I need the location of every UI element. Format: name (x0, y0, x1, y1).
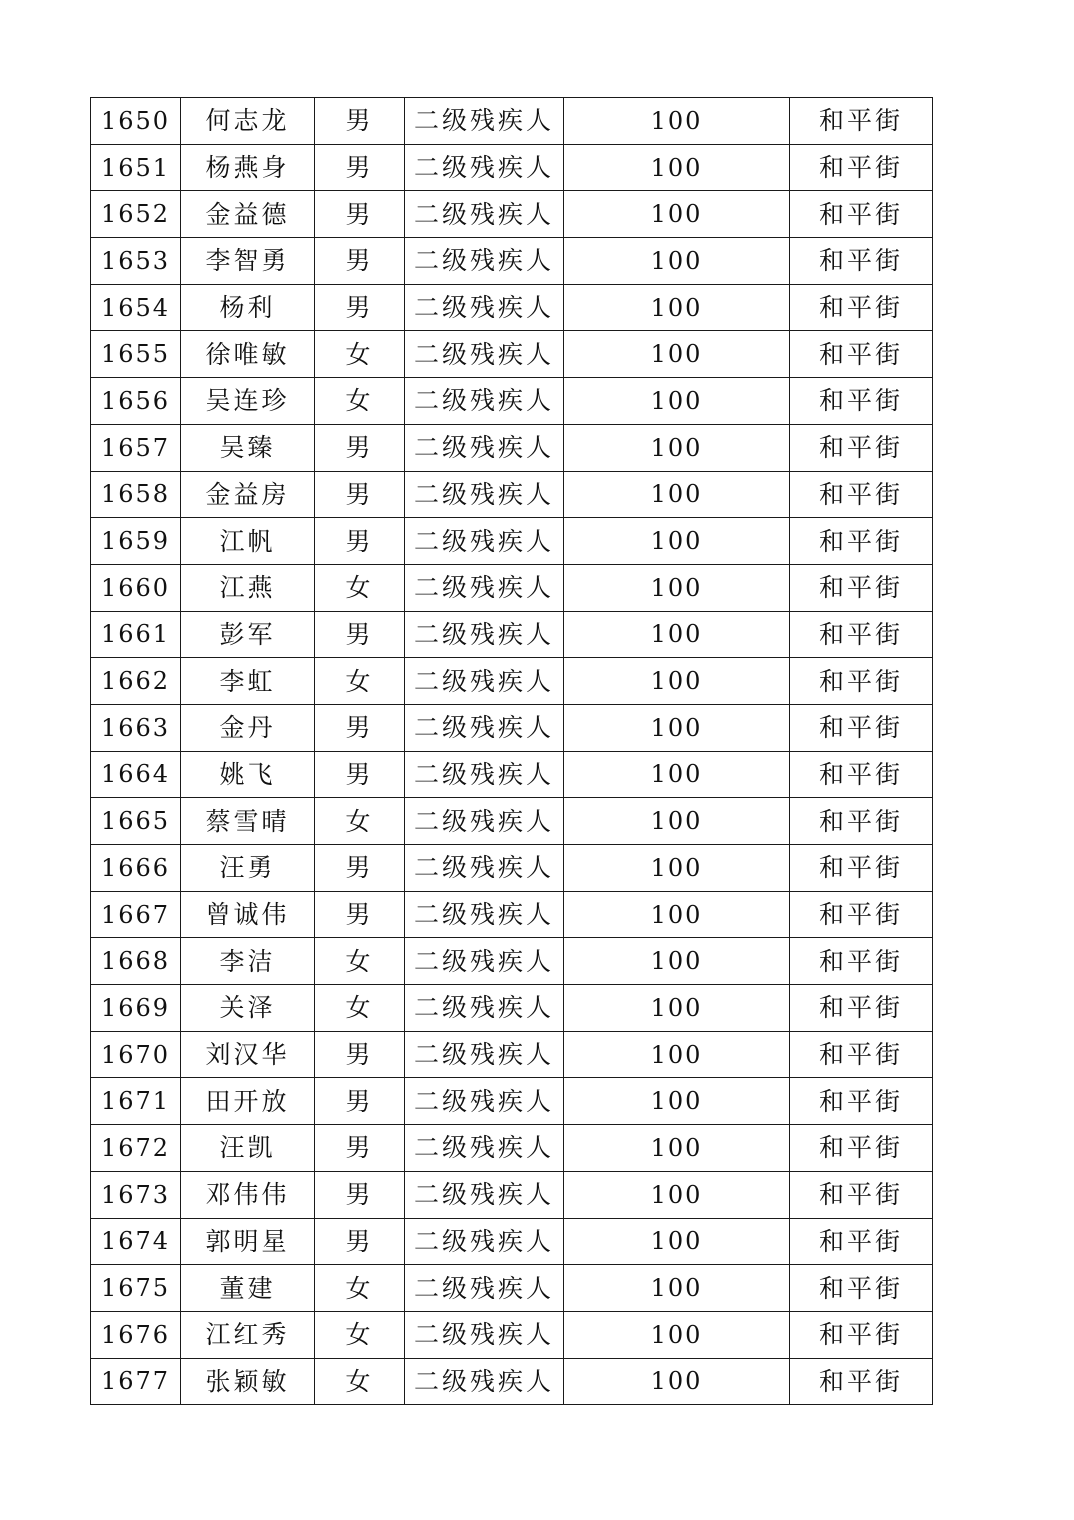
table-row (91, 238, 933, 285)
name-cell: 杨燕身 (181, 144, 315, 191)
serial-number-cell: 1663 (91, 704, 181, 751)
street-cell: 和平街 (790, 1265, 933, 1312)
serial-number-cell: 1664 (91, 751, 181, 798)
gender-cell: 女 (315, 1265, 405, 1312)
amount-cell: 100 (564, 1078, 790, 1125)
category-cell: 二级残疾人 (405, 1311, 564, 1358)
name-cell: 杨利 (181, 284, 315, 331)
name-cell: 李智勇 (181, 238, 315, 285)
name-cell: 刘汉华 (181, 1031, 315, 1078)
category-cell: 二级残疾人 (405, 985, 564, 1032)
serial-number-cell: 1662 (91, 658, 181, 705)
category-cell: 二级残疾人 (405, 938, 564, 985)
serial-number-cell: 1659 (91, 518, 181, 565)
category-cell: 二级残疾人 (405, 658, 564, 705)
street-cell: 和平街 (790, 191, 933, 238)
amount-cell: 100 (564, 798, 790, 845)
name-cell: 江燕 (181, 564, 315, 611)
amount-cell: 100 (564, 1031, 790, 1078)
amount-cell: 100 (564, 518, 790, 565)
serial-number-cell: 1671 (91, 1078, 181, 1125)
amount-cell: 100 (564, 1171, 790, 1218)
serial-number-cell: 1651 (91, 144, 181, 191)
gender-cell: 女 (315, 564, 405, 611)
amount-cell: 100 (564, 1311, 790, 1358)
name-cell: 郭明星 (181, 1218, 315, 1265)
name-cell: 金益德 (181, 191, 315, 238)
name-cell: 彭军 (181, 611, 315, 658)
recipient-table (90, 97, 933, 1405)
table-row (91, 658, 933, 705)
table-row (91, 798, 933, 845)
gender-cell: 男 (315, 98, 405, 145)
table-row (91, 611, 933, 658)
name-cell: 董建 (181, 1265, 315, 1312)
street-cell: 和平街 (790, 564, 933, 611)
name-cell: 金益房 (181, 471, 315, 518)
gender-cell: 男 (315, 518, 405, 565)
gender-cell: 女 (315, 331, 405, 378)
amount-cell: 100 (564, 1125, 790, 1172)
gender-cell: 女 (315, 1358, 405, 1405)
category-cell: 二级残疾人 (405, 1218, 564, 1265)
street-cell: 和平街 (790, 798, 933, 845)
table-row (91, 1125, 933, 1172)
name-cell: 田开放 (181, 1078, 315, 1125)
name-cell: 江红秀 (181, 1311, 315, 1358)
category-cell: 二级残疾人 (405, 891, 564, 938)
table-row (91, 1265, 933, 1312)
gender-cell: 男 (315, 191, 405, 238)
street-cell: 和平街 (790, 284, 933, 331)
category-cell: 二级残疾人 (405, 284, 564, 331)
amount-cell: 100 (564, 845, 790, 892)
street-cell: 和平街 (790, 1311, 933, 1358)
serial-number-cell: 1654 (91, 284, 181, 331)
category-cell: 二级残疾人 (405, 331, 564, 378)
serial-number-cell: 1672 (91, 1125, 181, 1172)
street-cell: 和平街 (790, 751, 933, 798)
category-cell: 二级残疾人 (405, 144, 564, 191)
category-cell: 二级残疾人 (405, 378, 564, 425)
amount-cell: 100 (564, 238, 790, 285)
category-cell: 二级残疾人 (405, 1078, 564, 1125)
gender-cell: 女 (315, 1311, 405, 1358)
name-cell: 蔡雪晴 (181, 798, 315, 845)
amount-cell: 100 (564, 564, 790, 611)
street-cell: 和平街 (790, 1125, 933, 1172)
gender-cell: 男 (315, 284, 405, 331)
gender-cell: 男 (315, 1218, 405, 1265)
name-cell: 徐唯敏 (181, 331, 315, 378)
gender-cell: 男 (315, 144, 405, 191)
amount-cell: 100 (564, 985, 790, 1032)
gender-cell: 女 (315, 798, 405, 845)
amount-cell: 100 (564, 1218, 790, 1265)
amount-cell: 100 (564, 891, 790, 938)
serial-number-cell: 1653 (91, 238, 181, 285)
gender-cell: 男 (315, 751, 405, 798)
serial-number-cell: 1668 (91, 938, 181, 985)
gender-cell: 男 (315, 1171, 405, 1218)
table-row (91, 1171, 933, 1218)
street-cell: 和平街 (790, 1031, 933, 1078)
gender-cell: 女 (315, 658, 405, 705)
street-cell: 和平街 (790, 704, 933, 751)
category-cell: 二级残疾人 (405, 1358, 564, 1405)
name-cell: 吴臻 (181, 424, 315, 471)
amount-cell: 100 (564, 658, 790, 705)
serial-number-cell: 1665 (91, 798, 181, 845)
street-cell: 和平街 (790, 238, 933, 285)
street-cell: 和平街 (790, 471, 933, 518)
name-cell: 李虹 (181, 658, 315, 705)
table-row (91, 1218, 933, 1265)
gender-cell: 男 (315, 424, 405, 471)
serial-number-cell: 1676 (91, 1311, 181, 1358)
table-body (91, 98, 933, 1405)
table-row (91, 1031, 933, 1078)
category-cell: 二级残疾人 (405, 471, 564, 518)
name-cell: 姚飞 (181, 751, 315, 798)
gender-cell: 女 (315, 985, 405, 1032)
amount-cell: 100 (564, 424, 790, 471)
table-row (91, 938, 933, 985)
category-cell: 二级残疾人 (405, 98, 564, 145)
amount-cell: 100 (564, 751, 790, 798)
street-cell: 和平街 (790, 1358, 933, 1405)
serial-number-cell: 1674 (91, 1218, 181, 1265)
category-cell: 二级残疾人 (405, 1031, 564, 1078)
name-cell: 江帆 (181, 518, 315, 565)
serial-number-cell: 1661 (91, 611, 181, 658)
amount-cell: 100 (564, 1265, 790, 1312)
name-cell: 曾诚伟 (181, 891, 315, 938)
name-cell: 邓伟伟 (181, 1171, 315, 1218)
street-cell: 和平街 (790, 144, 933, 191)
category-cell: 二级残疾人 (405, 1171, 564, 1218)
serial-number-cell: 1650 (91, 98, 181, 145)
serial-number-cell: 1667 (91, 891, 181, 938)
table-row (91, 1358, 933, 1405)
amount-cell: 100 (564, 191, 790, 238)
name-cell: 汪凯 (181, 1125, 315, 1172)
serial-number-cell: 1660 (91, 564, 181, 611)
table-row (91, 424, 933, 471)
category-cell: 二级残疾人 (405, 564, 564, 611)
table-row (91, 985, 933, 1032)
table-row (91, 1311, 933, 1358)
table-row (91, 845, 933, 892)
category-cell: 二级残疾人 (405, 518, 564, 565)
table-row (91, 891, 933, 938)
street-cell: 和平街 (790, 891, 933, 938)
category-cell: 二级残疾人 (405, 424, 564, 471)
category-cell: 二级残疾人 (405, 1125, 564, 1172)
amount-cell: 100 (564, 144, 790, 191)
serial-number-cell: 1652 (91, 191, 181, 238)
street-cell: 和平街 (790, 1218, 933, 1265)
table-row (91, 378, 933, 425)
table-row (91, 518, 933, 565)
table-row (91, 144, 933, 191)
amount-cell: 100 (564, 284, 790, 331)
table-row (91, 98, 933, 145)
serial-number-cell: 1670 (91, 1031, 181, 1078)
street-cell: 和平街 (790, 1171, 933, 1218)
name-cell: 张颖敏 (181, 1358, 315, 1405)
name-cell: 汪勇 (181, 845, 315, 892)
gender-cell: 男 (315, 1125, 405, 1172)
street-cell: 和平街 (790, 611, 933, 658)
gender-cell: 男 (315, 704, 405, 751)
name-cell: 吴连珍 (181, 378, 315, 425)
street-cell: 和平街 (790, 378, 933, 425)
gender-cell: 男 (315, 611, 405, 658)
category-cell: 二级残疾人 (405, 704, 564, 751)
table-row (91, 1078, 933, 1125)
category-cell: 二级残疾人 (405, 1265, 564, 1312)
table-row (91, 704, 933, 751)
table-row (91, 191, 933, 238)
amount-cell: 100 (564, 938, 790, 985)
serial-number-cell: 1669 (91, 985, 181, 1032)
serial-number-cell: 1677 (91, 1358, 181, 1405)
serial-number-cell: 1656 (91, 378, 181, 425)
table-row (91, 331, 933, 378)
serial-number-cell: 1655 (91, 331, 181, 378)
amount-cell: 100 (564, 611, 790, 658)
table-row (91, 471, 933, 518)
category-cell: 二级残疾人 (405, 611, 564, 658)
gender-cell: 女 (315, 378, 405, 425)
table-row (91, 284, 933, 331)
amount-cell: 100 (564, 704, 790, 751)
category-cell: 二级残疾人 (405, 191, 564, 238)
gender-cell: 男 (315, 845, 405, 892)
serial-number-cell: 1673 (91, 1171, 181, 1218)
street-cell: 和平街 (790, 518, 933, 565)
street-cell: 和平街 (790, 331, 933, 378)
street-cell: 和平街 (790, 1078, 933, 1125)
serial-number-cell: 1658 (91, 471, 181, 518)
gender-cell: 男 (315, 1078, 405, 1125)
serial-number-cell: 1657 (91, 424, 181, 471)
amount-cell: 100 (564, 378, 790, 425)
category-cell: 二级残疾人 (405, 238, 564, 285)
table-row (91, 751, 933, 798)
street-cell: 和平街 (790, 658, 933, 705)
amount-cell: 100 (564, 471, 790, 518)
amount-cell: 100 (564, 331, 790, 378)
category-cell: 二级残疾人 (405, 798, 564, 845)
name-cell: 金丹 (181, 704, 315, 751)
gender-cell: 男 (315, 471, 405, 518)
name-cell: 李洁 (181, 938, 315, 985)
gender-cell: 男 (315, 238, 405, 285)
amount-cell: 100 (564, 98, 790, 145)
street-cell: 和平街 (790, 424, 933, 471)
street-cell: 和平街 (790, 938, 933, 985)
street-cell: 和平街 (790, 845, 933, 892)
amount-cell: 100 (564, 1358, 790, 1405)
gender-cell: 男 (315, 891, 405, 938)
gender-cell: 女 (315, 938, 405, 985)
name-cell: 关泽 (181, 985, 315, 1032)
serial-number-cell: 1675 (91, 1265, 181, 1312)
street-cell: 和平街 (790, 98, 933, 145)
category-cell: 二级残疾人 (405, 751, 564, 798)
name-cell: 何志龙 (181, 98, 315, 145)
category-cell: 二级残疾人 (405, 845, 564, 892)
gender-cell: 男 (315, 1031, 405, 1078)
serial-number-cell: 1666 (91, 845, 181, 892)
street-cell: 和平街 (790, 985, 933, 1032)
table-row (91, 564, 933, 611)
